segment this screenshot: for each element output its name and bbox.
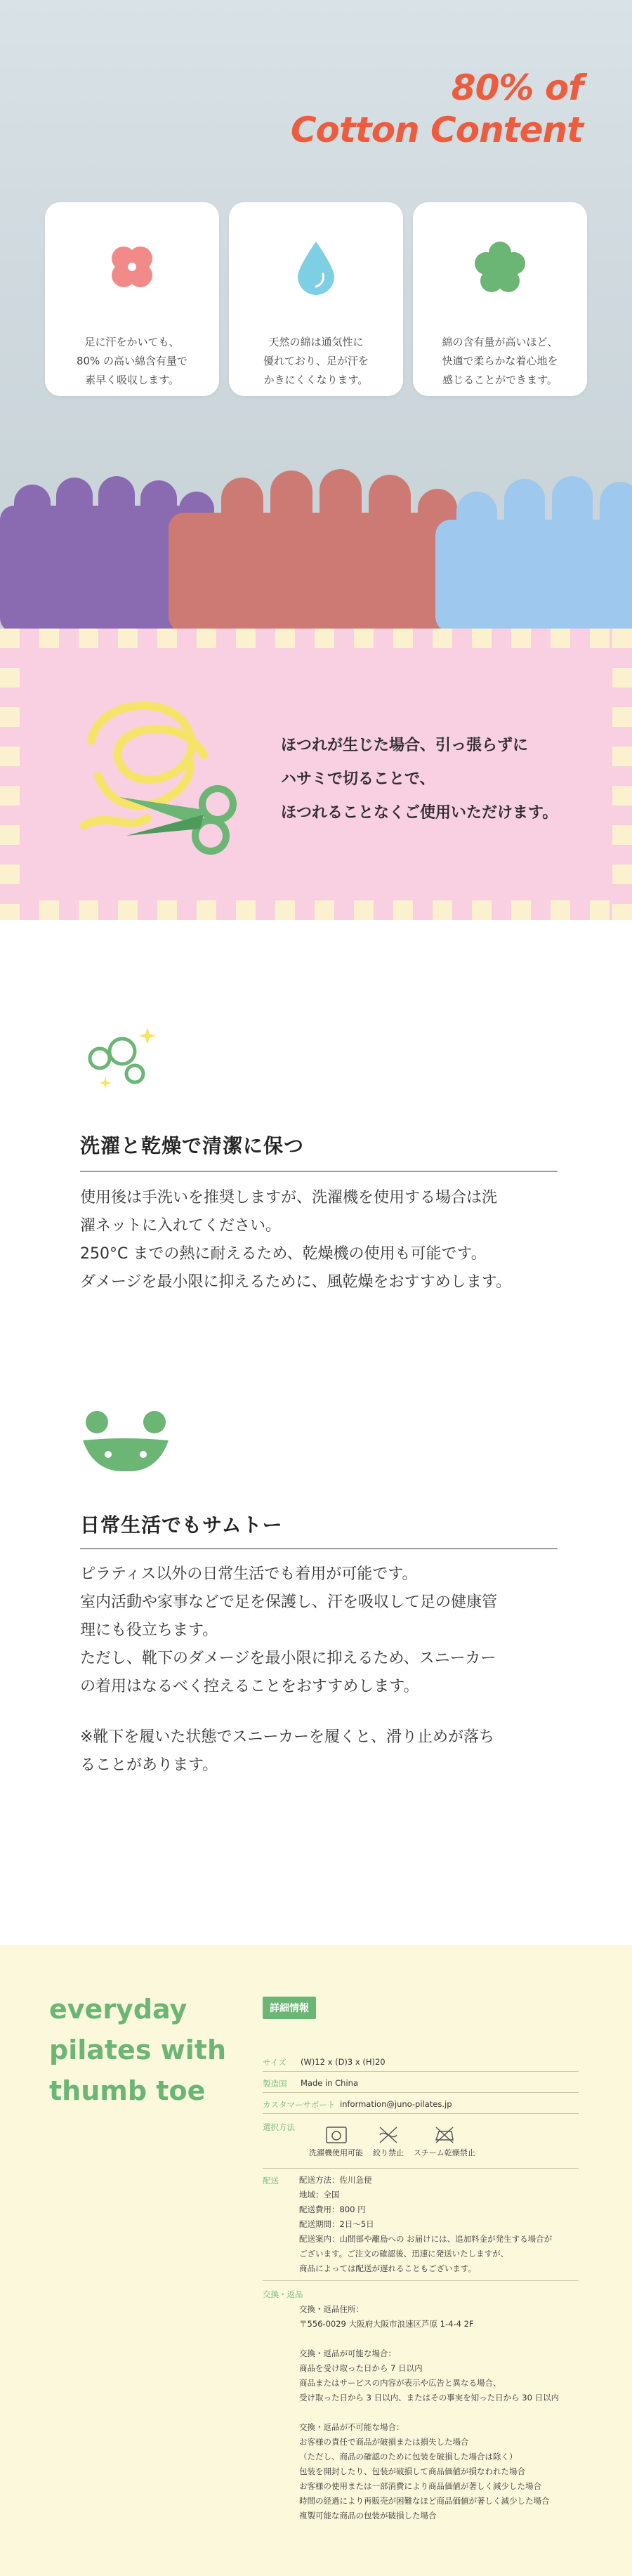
product-detail-page: 80% of Cotton Content 足に汗をかいても、 80% の高い綿含有量で 素早く吸収します。 天然の綿は通気性に 優れており、足が汗を かきにくくなります。 綿の含有量が高いほど、 快適で柔らかな着心地を 感じることができます。 ほつれが生じた場合、引っ張らずに ハサミで切ることで、 ほつれることなくご使用いただけます。 洗濯と乾燥で清潔に保つ 使用後は手洗いを推奨しますが、洗濯機を使用する場合は洗 濯ネットに入れてください。 250°C までの熱に耐えるため、乾燥機の使用も可能です。 ダメージを最小限に抑えるために、風乾燥をおすすめします。 日常生活でもサムトー ピラティス以外の日常生活でも着用が可能です。 室内活動や家事などで足を保護し、汗を吸収して足の健康管 理にも役立ちます。 ただし、靴下のダメージを最小限に抑えるため、スニーカー の着用はなるべく控えることをおすすめします。 ※靴下を履いた状態でスニーカーを履くと、滑り止めが落ち ることがあります。 everyday pilates with thumb toe 詳細情報 サイズ (W)12 x (D)3 x (H)20 製造国 Made in China カスタマーサポート information@juno-pilates.jp 選択方法 洗濯機使用可能 絞り禁止 スチーム乾燥禁止 配送 配送方法：佐川急便 地域：全国 配送費用：800 円 配送期間：2日〜5日 配送案内：山間部や離島への お届けには、追加料金が発生する場合が ございます。ご注文の確認後、迅速に発送いたしますが、 商品によっては配送が遅れることもございます。 交換・返品 交換・返品住所： 〒556-0029 大阪府大阪市浪速区芦原 1-4-4 2F 交換・返品が可能な場合： 商品を受け取った日から 7 日以内 商品またはサービスの内容が表示や広告と異なる場合、 受け取った日から 3 日以内、またはその事実を知った日から 30 日以内 交換・返品が不可能な場合： お客様の責任で商品が破損または損失した場合 （ただし、商品の確認のために包装を破損した場合は除く） 包装を開封したり、包装が破損して商品価値が損なわれた場合 お客様の使用または一部消費により商品価値が著しく減少した場合 時間の経過により再販売が困難なほど商品価値が著しく減少した場合 複製可能な商品の包装が破損した場合 bbox=[0, 0, 632, 2576]
feature-card-absorb bbox=[45, 202, 219, 396]
divider bbox=[263, 2092, 579, 2093]
checker-border-top bbox=[0, 629, 632, 648]
daily-title: 日常生活でもサムトー bbox=[80, 1513, 283, 1537]
care-no-wring: 絞り禁止 bbox=[373, 2126, 404, 2158]
brand-slogan: everyday pilates with thumb toe bbox=[49, 1994, 227, 2106]
detail-info-badge: 詳細情報 bbox=[263, 1997, 316, 2019]
hero-title-line2: Cotton Content bbox=[290, 110, 583, 150]
scissors-thread-icon bbox=[70, 692, 253, 867]
divider bbox=[263, 2280, 579, 2281]
fray-care-banner bbox=[0, 629, 632, 920]
feature-card-text: 天然の綿は通気性に 優れており、足が汗を かきにくくなります。 bbox=[263, 336, 369, 386]
cotton-hero bbox=[0, 0, 632, 629]
flower-blossom-icon bbox=[472, 239, 528, 295]
checker-border-left bbox=[0, 629, 20, 920]
machine-wash-icon bbox=[325, 2126, 348, 2144]
washing-title: 洗濯と乾燥で清潔に保つ bbox=[80, 1134, 305, 1157]
hero-title-line1: 80% of bbox=[451, 67, 583, 108]
daily-note: ※靴下を履いた状態でスニーカーを履くと、滑り止めが落ち ることがあります。 bbox=[80, 1728, 494, 1774]
flower-clover-icon bbox=[104, 239, 160, 295]
daily-divider bbox=[80, 1548, 558, 1549]
feature-cards bbox=[45, 202, 587, 396]
divider bbox=[263, 2168, 579, 2169]
checker-border-right bbox=[612, 629, 632, 920]
bubbles-icon bbox=[80, 1022, 157, 1092]
fray-care-message: ほつれが生じた場合、引っ張らずに ハサミで切ることで、 ほつれることなくご使用いただけます。 bbox=[281, 737, 558, 822]
divider bbox=[263, 2071, 579, 2072]
washing-body: 使用後は手洗いを推奨しますが、洗濯機を使用する場合は洗 濯ネットに入れてください。 250°C までの熱に耐えるため、乾燥機の使用も可能です。 ダメージを最小限に抑えるために、風乾燥をおすすめします。 bbox=[80, 1189, 512, 1291]
smile-face-icon bbox=[80, 1408, 171, 1471]
washing-divider bbox=[80, 1171, 558, 1172]
feature-card-text: 綿の含有量が高いほど、 快適で柔らかな着心地を 感じることができます。 bbox=[442, 336, 558, 386]
divider bbox=[263, 2113, 579, 2114]
hero-title bbox=[291, 67, 583, 151]
feature-card-breathable bbox=[229, 202, 403, 396]
feature-card-text: 足に汗をかいても、 80% の高い綿含有量で 素早く吸収します。 bbox=[76, 336, 188, 386]
socks-photo bbox=[0, 464, 632, 629]
feature-card-comfort bbox=[413, 202, 587, 396]
checker-border-bottom bbox=[0, 900, 632, 920]
delivery-details: 配送方法：佐川急便 地域：全国 配送費用：800 円 配送期間：2日〜5日 配送案内：山間部や離島への お届けには、追加料金が発生する場合が ございます。ご注文の確認後、迅速に発送いたしますが、 商品によっては配送が遅れることもございます。 bbox=[299, 2175, 553, 2273]
care-icons bbox=[309, 2126, 475, 2158]
water-drop-icon bbox=[288, 239, 344, 295]
no-wring-icon bbox=[377, 2126, 400, 2144]
care-no-steam: スチーム乾燥禁止 bbox=[414, 2126, 475, 2158]
care-machine-wash: 洗濯機使用可能 bbox=[309, 2126, 363, 2158]
return-details: 交換・返品住所： 〒556-0029 大阪府大阪市浪速区芦原 1-4-4 2F 交換・返品が可能な場合： 商品を受け取った日から 7 日以内 商品またはサービスの内容が表示や広告と異なる場合、 受け取った日から 3 日以内、またはその事実を知った日から 30 日以内 交換・返品が不可能な場合： お客様の責任で商品が破損または損失した場合 （ただし、商品の確認のために包装を破損した場合は除く） 包装を開封したり、包装が破損して商品価値が損なわれた場合 お客様の使用または一部消費により商品価値が著しく減少した場合 時間の経過により再販売が困難なほど商品価値が著しく減少した場合 複製可能な商品の包装が破損した場合 bbox=[299, 2304, 560, 2521]
daily-body: ピラティス以外の日常生活でも着用が可能です。 室内活動や家事などで足を保護し、汗を吸収して足の健康管 理にも役立ちます。 ただし、靴下のダメージを最小限に抑えるため、スニーカー の着用はなるべく控えることをおすすめします。 bbox=[80, 1565, 498, 1695]
no-steam-iron-icon bbox=[433, 2126, 456, 2144]
